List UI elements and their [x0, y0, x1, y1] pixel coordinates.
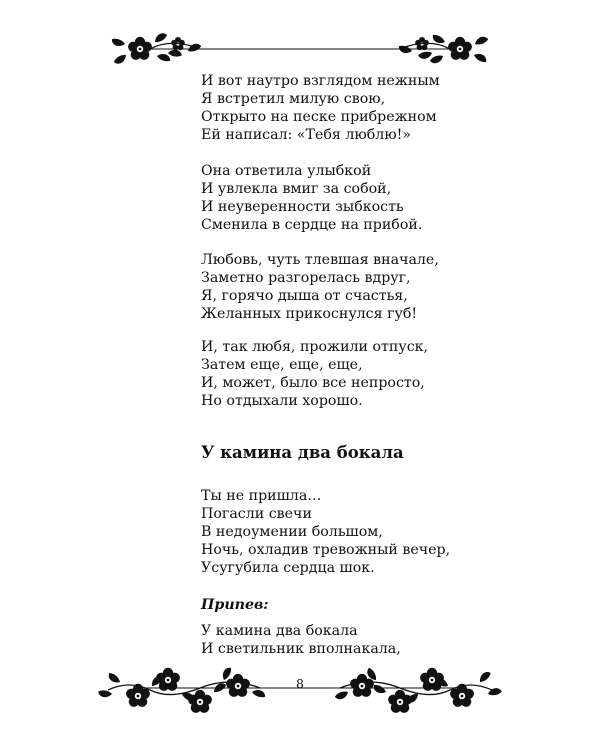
flower-icon	[448, 37, 472, 60]
poem-line: Любовь, чуть тлевшая вначале,	[201, 252, 439, 268]
song-verse	[201, 487, 521, 577]
poem-line: И неуверенности зыбкость	[201, 199, 404, 215]
poem-line: Но отдыхали хорошо.	[201, 393, 363, 409]
poem-line: И, так любя, прожили отпуск,	[201, 339, 429, 355]
poem-stanza-2	[201, 162, 521, 234]
poem-line: И увлекла вмиг за собой,	[201, 181, 392, 197]
refrain-label: Припев:	[201, 597, 269, 613]
poem-line: Я встретил милую свою,	[201, 91, 386, 107]
poem-line: Она ответила улыбкой	[201, 163, 372, 179]
poem-line: У камина два бокала	[201, 623, 358, 639]
song-title: У камина два бокала	[201, 443, 404, 462]
flower-icon	[128, 37, 152, 60]
poem-line: Я, горячо дыша от счастья,	[201, 288, 408, 304]
poem-line: И, может, было все непросто,	[201, 375, 425, 391]
flower-icon	[188, 690, 212, 713]
poem-line: И вот наутро взглядом нежным	[201, 73, 440, 89]
poem-line: В недоумении большом,	[201, 524, 383, 540]
poem-line: Открыто на песке прибрежном	[201, 109, 437, 125]
poem-line: Погасли свечи	[201, 506, 312, 522]
poem-stanza-4	[201, 338, 521, 410]
poem-line: Ты не пришла…	[201, 488, 322, 504]
poem-line: И светильник вполнакала,	[201, 641, 401, 657]
poem-line: Заметно разгорелась вдруг,	[201, 270, 411, 286]
page-number: 8	[296, 676, 304, 691]
poem-stanza-1	[201, 72, 521, 144]
poem-line: Усугубила сердца шок.	[201, 560, 375, 576]
poem-stanza-3	[201, 251, 521, 323]
top-floral-ornament	[0, 24, 600, 74]
poem-line: Желанных прикоснулся губ!	[201, 306, 418, 322]
poem-line: Ночь, охладив тревожный вечер,	[201, 542, 451, 558]
poem-line: Ей написал: «Тебя люблю!»	[201, 127, 412, 143]
poem-line: Затем еще, еще, еще,	[201, 357, 363, 373]
poem-line: Сменила в сердце на прибой.	[201, 217, 423, 233]
